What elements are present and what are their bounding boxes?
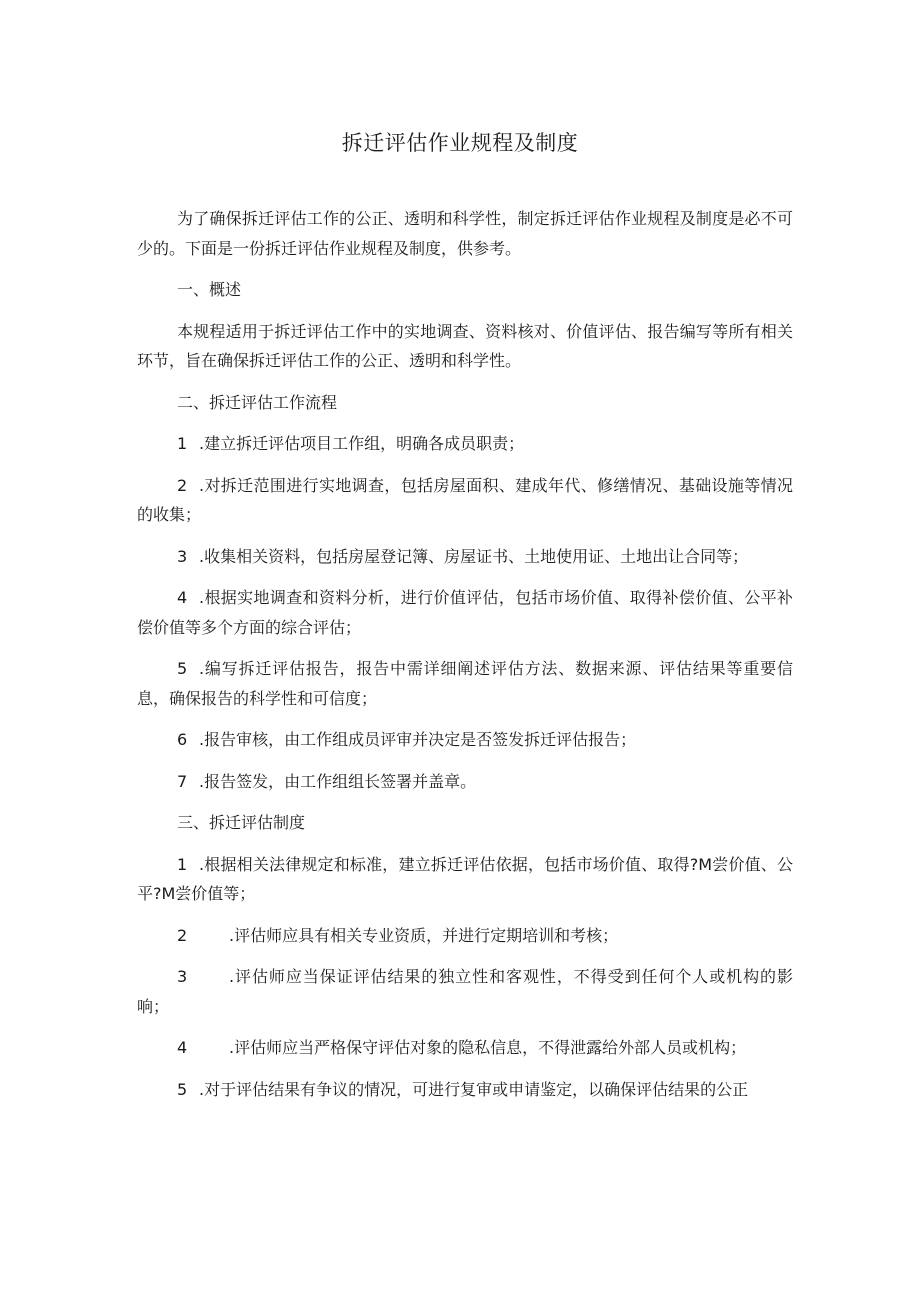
item-text: .根据相关法律规定和标准，建立拆迁评估依据，包括市场价值、取得?M尝价值、公平?M尝价值等；: [137, 854, 793, 903]
workflow-item: [137, 542, 793, 572]
system-item: [137, 921, 793, 951]
system-item: [137, 850, 793, 909]
item-number: 5: [177, 659, 188, 678]
workflow-item: [137, 583, 793, 642]
item-number: 1: [177, 434, 188, 453]
system-item: [137, 962, 793, 1021]
item-text: .报告审核，由工作组成员评审并决定是否签发拆迁评估报告；: [199, 730, 637, 749]
item-number: 4: [177, 588, 188, 607]
item-number: 1: [177, 854, 188, 874]
document-body: [137, 204, 793, 1116]
item-number: 7: [177, 771, 188, 791]
item-text: .对于评估结果有争议的情况，可进行复审或申请鉴定，以确保评估结果的公正: [199, 1079, 749, 1099]
item-text: .编写拆迁评估报告，报告中需详细阐述评估方法、数据来源、评估结果等重要信息，确保报告的科学性和可信度；: [137, 659, 793, 708]
section-heading-overview: 一、概述: [177, 280, 242, 299]
item-text: .对拆迁范围进行实地调查，包括房屋面积、建成年代、修缮情况、基础设施等情况的收集；: [137, 475, 793, 524]
workflow-item: [137, 429, 793, 459]
workflow-item: [137, 654, 793, 713]
item-text: .报告签发，由工作组组长签署并盖章。: [199, 771, 477, 791]
item-number: 2: [177, 475, 188, 495]
system-item: [137, 1033, 793, 1063]
item-number: 2: [177, 925, 188, 945]
overview-paragraph: 本规程适用于拆迁评估工作中的实地调查、资料核对、价值评估、报告编写等所有相关环节，旨在确保拆迁评估工作的公正、透明和科学性。: [137, 321, 793, 370]
section-heading-system: 三、拆迁评估制度: [177, 813, 306, 832]
item-number: 3: [177, 967, 188, 986]
workflow-item: [137, 471, 793, 530]
item-text: .根据实地调查和资料分析，进行价值评估，包括市场价值、取得补偿价值、公平补偿价值等多个方面的综合评估；: [137, 588, 793, 637]
intro-paragraph: 为了确保拆迁评估工作的公正、透明和科学性，制定拆迁评估作业规程及制度是必不可少的。下面是一份拆迁评估作业规程及制度，供参考。: [137, 209, 793, 258]
item-text: .建立拆迁评估项目工作组，明确各成员职责；: [199, 434, 525, 453]
item-number: 4: [177, 1038, 188, 1057]
item-number: 6: [177, 730, 188, 749]
system-item: [137, 1075, 793, 1105]
item-text: .评估师应具有相关专业资质，并进行定期培训和考核；: [229, 925, 619, 945]
item-number: 3: [177, 546, 188, 566]
item-text: .评估师应当保证评估结果的独立性和客观性，不得受到任何个人或机构的影响；: [137, 967, 793, 1016]
workflow-item: [137, 767, 793, 797]
section-heading-workflow: 二、拆迁评估工作流程: [177, 392, 338, 412]
item-text: .收集相关资料，包括房屋登记簿、房屋证书、土地使用证、土地出让合同等；: [199, 546, 749, 566]
workflow-item: [137, 725, 793, 755]
document-title: 拆迁评估作业规程及制度: [341, 131, 579, 155]
item-text: .评估师应当严格保守评估对象的隐私信息，不得泄露给外部人员或机构；: [229, 1038, 747, 1057]
item-number: 5: [177, 1079, 188, 1099]
